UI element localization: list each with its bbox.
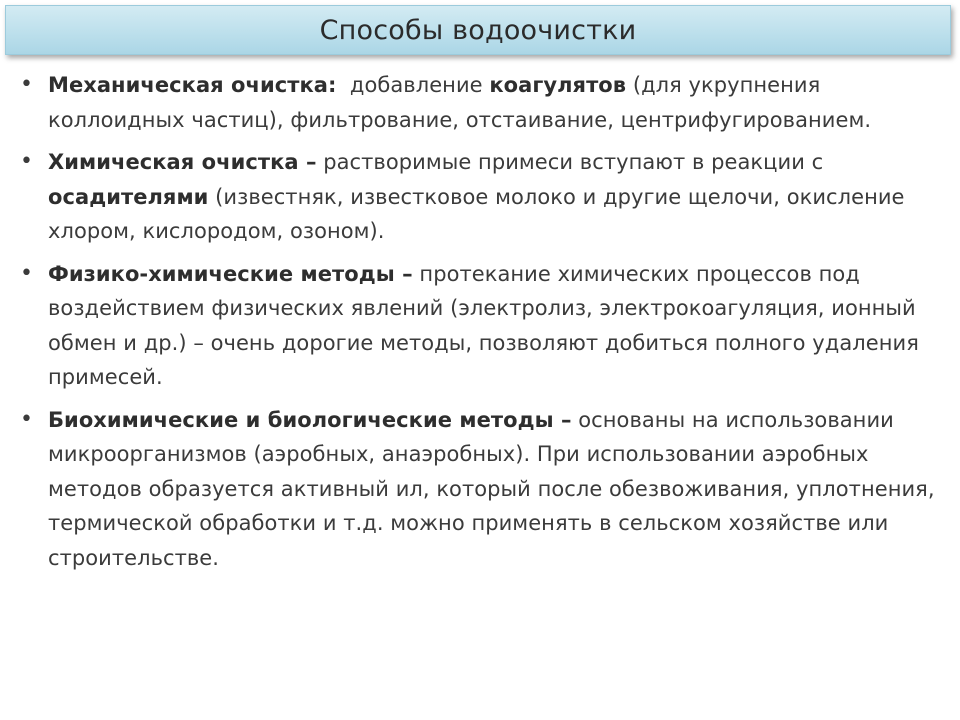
bullet-term: коагулятов bbox=[489, 73, 627, 97]
bullet-mechanical bbox=[18, 68, 938, 137]
bullet-text: (известняк, известковое молоко и другие щелочи, окисление хлором, кислородом, озоном). bbox=[48, 184, 905, 243]
bullet-text: протекание химических процессов под воздействием физических явлений (электролиз, электрокоагуляция, ионный обмен и др.) – очень дорогие методы, позволяют добиться полного удаления примесей. bbox=[48, 261, 919, 389]
slide-title: Способы водоочистки bbox=[319, 14, 637, 46]
bullet-chemical bbox=[18, 145, 938, 249]
bullet-lead: Биохимические и биологические методы – bbox=[48, 407, 572, 432]
bullet-text: растворимые примеси вступают в реакции с bbox=[316, 150, 824, 174]
bullet-dot-icon: • bbox=[20, 72, 34, 97]
bullet-text: основаны на использовании микроорганизмов (аэробных, анаэробных). При использовании аэробных методов образуется активный ил, который после обезвоживания, уплотнения, термической обработки и т.д. можно применять в сельском хозяйстве или строительстве. bbox=[48, 407, 935, 570]
bullet-physico-chemical bbox=[18, 257, 938, 395]
bullet-text: (для укрупнения коллоидных частиц), фильтрование, отстаивание, центрифугированием. bbox=[48, 73, 872, 132]
slide-content bbox=[18, 68, 938, 583]
bullet-dot-icon: • bbox=[20, 149, 34, 174]
bullet-lead: Химическая очистка – bbox=[48, 150, 317, 174]
bullet-biological bbox=[18, 403, 938, 576]
bullet-dot-icon: • bbox=[20, 406, 34, 432]
slide-title-bar bbox=[5, 5, 951, 55]
bullet-lead: Механическая очистка: bbox=[48, 73, 337, 97]
bullet-list bbox=[18, 68, 938, 575]
bullet-text: добавление bbox=[336, 73, 490, 97]
bullet-dot-icon: • bbox=[20, 260, 34, 286]
bullet-lead: Физико-химические методы – bbox=[48, 261, 413, 286]
bullet-term: осадителями bbox=[48, 184, 209, 209]
